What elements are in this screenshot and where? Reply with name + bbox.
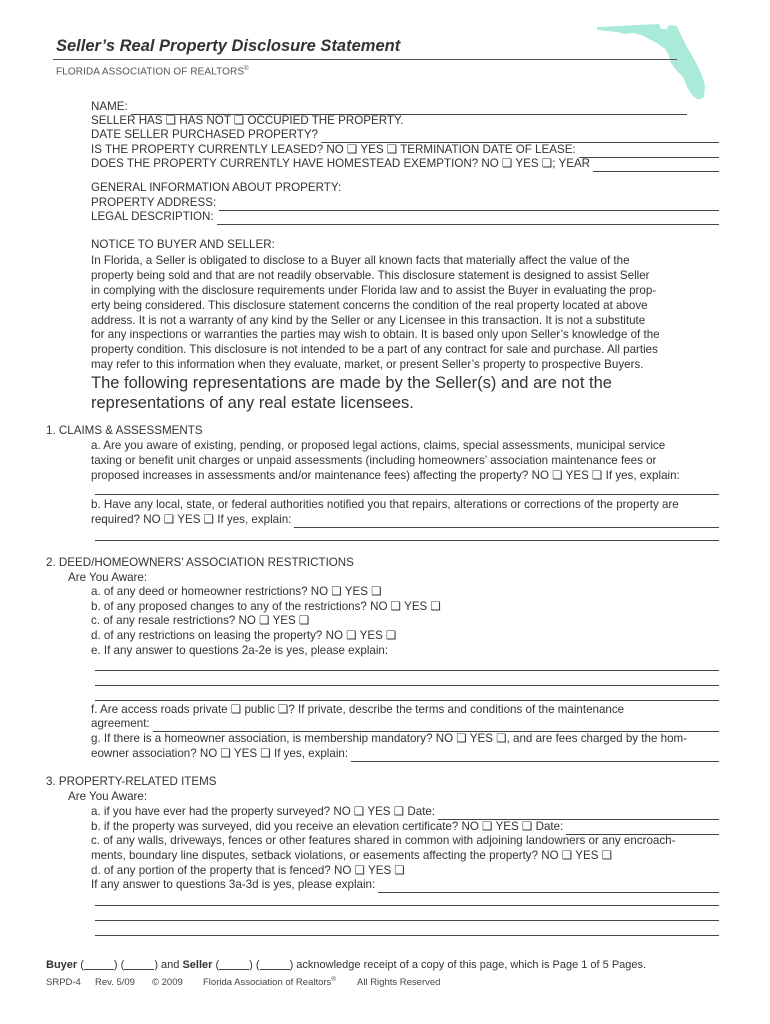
leased-label: IS THE PROPERTY CURRENTLY LEASED? NO ❑ YES ❑ TERMINATION DATE OF LEASE:	[91, 143, 576, 156]
elevation-certificate-field	[91, 820, 719, 835]
header-rule	[53, 59, 677, 60]
homestead-label: DOES THE PROPERTY CURRENTLY HAVE HOMESTEAD EXEMPTION? NO ❑ YES ❑; YEAR	[91, 157, 591, 170]
authorities-explain-line[interactable]	[95, 540, 719, 541]
notice-line: property being sold and that are not readily observable. This disclosure statement is designed to assist Seller	[91, 269, 650, 282]
elevation-certificate-question: b. if the property was surveyed, did you receive an elevation certificate? NO ❑ YES ❑ Date:	[91, 820, 564, 833]
section-2-aware: Are You Aware:	[68, 571, 148, 584]
representation-statement-line2: representations of any real estate licensees.	[91, 394, 414, 412]
representation-statement-line1: The following representations are made by the Seller(s) and are not the	[91, 374, 612, 392]
notice-line: for any inspections or warranties the parties may wish to obtain. It is based only upon Seller’s knowledge of the	[91, 328, 660, 341]
legal-description-label: LEGAL DESCRIPTION:	[91, 210, 214, 223]
maintenance-agreement-field	[91, 717, 719, 732]
elevation-date-input-line[interactable]	[566, 824, 719, 835]
name-field	[91, 100, 687, 115]
association-name: FLORIDA ASSOCIATION OF REALTORS	[56, 66, 245, 78]
leased-field	[91, 143, 719, 158]
restriction-question: e. If any answer to questions 2a-2e is yes, please explain:	[91, 644, 389, 657]
authorities-question-b-cont: required? NO ❑ YES ❑ If yes, explain:	[91, 513, 292, 526]
hoa-fees-field	[91, 747, 719, 762]
name-input-line[interactable]	[131, 104, 687, 115]
notice-line: may refer to this information when they evaluate, market, or present Seller’s property to prospective Buyers.	[91, 358, 644, 371]
legal-description-field	[91, 210, 719, 225]
revision: Rev. 5/09	[95, 977, 135, 988]
rights-reserved: All Rights Reserved	[357, 977, 441, 988]
survey-date-input-line[interactable]	[438, 809, 719, 820]
authorities-question-b: b. Have any local, state, or federal authorities notified you that repairs, alterations or corrections of the property are	[91, 498, 679, 511]
maintenance-agreement-label: agreement:	[91, 717, 150, 730]
copyright: © 2009	[152, 977, 183, 988]
homestead-field	[91, 157, 719, 172]
restriction-question: c. of any resale restrictions? NO ❑ YES ❑	[91, 614, 310, 627]
name-label: NAME:	[91, 100, 128, 113]
date-purchased-label: DATE SELLER PURCHASED PROPERTY?	[91, 128, 319, 141]
section-3-heading: 3. PROPERTY-RELATED ITEMS	[46, 775, 217, 788]
section-3-aware: Are You Aware:	[68, 790, 148, 803]
section-1-heading: 1. CLAIMS & ASSESSMENTS	[46, 424, 203, 437]
claims-question-a-line: a. Are you aware of existing, pending, or proposed legal actions, claims, special assessments, municipal service	[91, 439, 666, 452]
property-address-label: PROPERTY ADDRESS:	[91, 196, 217, 209]
property-explain-line[interactable]	[95, 920, 719, 921]
restriction-explain-line[interactable]	[95, 700, 719, 701]
maintenance-agreement-input-line[interactable]	[153, 721, 719, 732]
registered-mark: ®	[244, 66, 249, 72]
acknowledge-text: acknowledge receipt of a copy of this page, which is Page 1 of 5 Pages.	[296, 959, 647, 971]
hoa-membership-question: g. If there is a homeowner association, is membership mandatory? NO ❑ YES ❑, and are fees charged by the hom-	[91, 732, 688, 745]
claims-question-a-line: proposed increases in assessments and/or maintenance fees) affecting the property? NO ❑ YES ❑ If yes, explain:	[91, 469, 680, 482]
survey-field	[91, 805, 719, 820]
restriction-explain-line[interactable]	[95, 670, 719, 671]
restriction-question: a. of any deed or homeowner restrictions? NO ❑ YES ❑	[91, 585, 382, 598]
buyer-initials-1[interactable]	[84, 958, 114, 970]
notice-line: address. It is not a warranty of any kind by the Seller or any Licensee in this transaction. It is not a substitute	[91, 314, 646, 327]
survey-question: a. if you have ever had the property surveyed? NO ❑ YES ❑ Date:	[91, 805, 436, 818]
authorities-explain-input-line[interactable]	[294, 517, 719, 528]
property-explain-field	[91, 878, 719, 893]
fenced-question: d. of any portion of the property that is fenced? NO ❑ YES ❑	[91, 864, 405, 877]
form-code: SRPD-4	[46, 977, 81, 988]
date-purchased-field	[91, 128, 719, 143]
shared-features-question: c. of any walls, driveways, fences or other features shared in common with adjoining landowners or any encroach-	[91, 834, 676, 847]
footer-association-name: Florida Association of Realtors	[203, 977, 332, 989]
hoa-fees-question: eowner association? NO ❑ YES ❑ If yes, explain:	[91, 747, 349, 760]
property-explain-label: If any answer to questions 3a-3d is yes, please explain:	[91, 878, 376, 891]
restriction-question: b. of any proposed changes to any of the restrictions? NO ❑ YES ❑	[91, 600, 441, 613]
date-purchased-input-line[interactable]	[321, 132, 719, 143]
buyer-label: Buyer	[46, 959, 78, 971]
authorities-explain-field	[91, 513, 719, 528]
property-explain-input-line[interactable]	[378, 882, 719, 893]
footer-association	[203, 977, 336, 988]
seller-initials-2[interactable]	[260, 958, 290, 970]
claims-explain-line[interactable]	[95, 494, 719, 495]
seller-initials-1[interactable]	[219, 958, 249, 970]
property-address-field	[91, 196, 719, 211]
legal-description-input-line[interactable]	[217, 214, 719, 225]
form-title: Seller’s Real Property Disclosure Statement	[56, 37, 401, 55]
buyer-initials-2[interactable]	[124, 958, 154, 970]
occupied-question: SELLER HAS ❑ HAS NOT ❑ OCCUPIED THE PROPERTY.	[91, 114, 404, 127]
notice-line: in complying with the disclosure requirements under Florida law and to assist the Buyer in evaluating the prop-	[91, 284, 657, 297]
homestead-year-input-line[interactable]	[593, 161, 719, 172]
seller-label: Seller	[182, 959, 213, 971]
restriction-question: d. of any restrictions on leasing the property? NO ❑ YES ❑	[91, 629, 397, 642]
general-info-heading: GENERAL INFORMATION ABOUT PROPERTY:	[91, 181, 342, 194]
footer-registered-mark: ®	[331, 977, 336, 983]
access-roads-question: f. Are access roads private ❑ public ❑? If private, describe the terms and conditions of the maintenance	[91, 703, 625, 716]
association-subtitle	[53, 66, 715, 77]
acknowledgement-line: Buyer ( ) ( ) and Seller ( ) ( ) acknowledge receipt of a copy of this page, which is Page 1 of 5 Pages.	[46, 959, 647, 971]
notice-line: erty being considered. This disclosure statement concerns the condition of the real property located at above	[91, 299, 648, 312]
claims-question-a-line: taxing or benefit unit charges or unpaid assessments (including homeowners’ association maintenance fees or	[91, 454, 657, 467]
notice-heading: NOTICE TO BUYER AND SELLER:	[91, 238, 275, 251]
lease-termination-input-line[interactable]	[579, 147, 719, 158]
property-explain-line[interactable]	[95, 935, 719, 936]
hoa-fees-explain-input-line[interactable]	[351, 751, 719, 762]
property-explain-line[interactable]	[95, 905, 719, 906]
notice-line: property condition. This disclosure is not intended to be a part of any contract for sale and purchase. All parties	[91, 343, 658, 356]
form-header	[53, 36, 715, 77]
restriction-explain-line[interactable]	[95, 685, 719, 686]
and-label: and	[161, 959, 180, 971]
shared-features-question-cont: ments, boundary line disputes, setback violations, or easements affecting the property? NO ❑ YES ❑	[91, 849, 613, 862]
notice-line: In Florida, a Seller is obligated to disclose to a Buyer all known facts that materially affect the value of the	[91, 254, 630, 267]
section-2-heading: 2. DEED/HOMEOWNERS’ ASSOCIATION RESTRICTIONS	[46, 556, 354, 569]
property-address-input-line[interactable]	[219, 200, 719, 211]
